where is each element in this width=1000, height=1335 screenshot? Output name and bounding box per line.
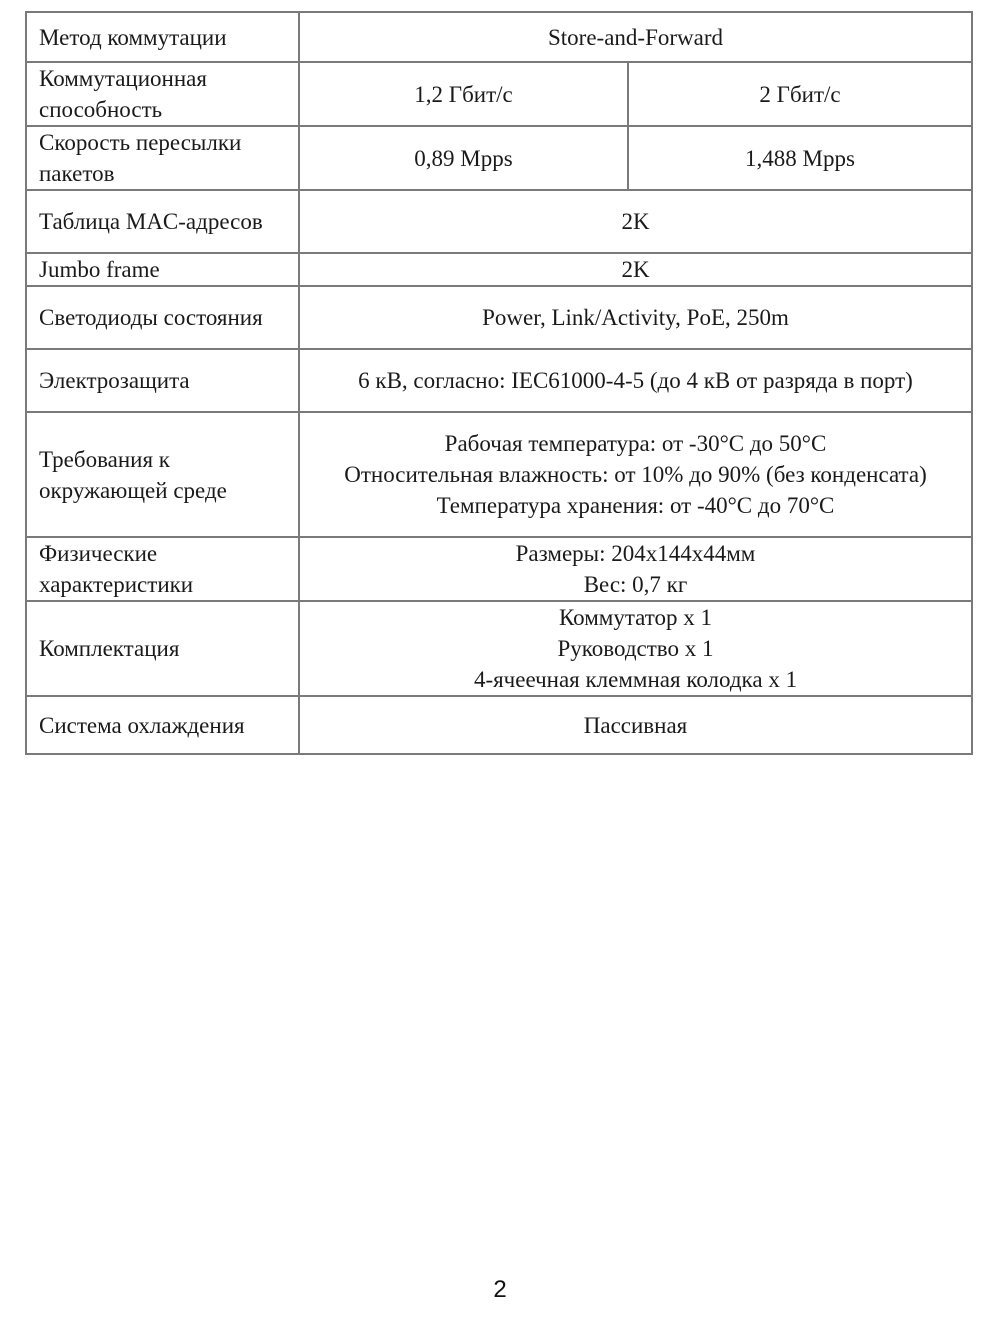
package-item-manual: Руководство х 1 xyxy=(557,636,714,661)
dimensions-text: Размеры: 204х144х44мм xyxy=(515,541,756,566)
table-row xyxy=(26,349,972,412)
row-value-switching-capacity-2: 2 Гбит/с xyxy=(628,62,972,126)
row-value-switching-method: Store-and-Forward xyxy=(299,12,972,62)
table-row xyxy=(26,601,972,696)
row-label-surge-protection: Электрозащита xyxy=(26,349,299,412)
row-label-package-contents: Комплектация xyxy=(26,601,299,696)
table-row xyxy=(26,412,972,537)
row-label-cooling: Система охлаждения xyxy=(26,696,299,754)
table-row xyxy=(26,696,972,754)
row-value-surge-protection: 6 кВ, согласно: IEC61000-4-5 (до 4 кВ от разряда в порт) xyxy=(299,349,972,412)
row-value-mac-table: 2K xyxy=(299,190,972,253)
operating-temperature-text: Рабочая температура: от -30°С до 50°С xyxy=(444,431,827,456)
page-number: 2 xyxy=(493,1276,507,1303)
row-value-forwarding-rate-2: 1,488 Mpps xyxy=(628,126,972,190)
table-row xyxy=(26,537,972,601)
package-item-switch: Коммутатор х 1 xyxy=(558,605,713,630)
table-row xyxy=(26,12,972,62)
table-row xyxy=(26,253,972,286)
row-value-status-leds: Power, Link/Activity, PoE, 250m xyxy=(299,286,972,349)
row-label-mac-table: Таблица MAC-адресов xyxy=(26,190,299,253)
row-value-cooling: Пассивная xyxy=(299,696,972,754)
table-row xyxy=(26,190,972,253)
row-label-switching-method: Метод коммутации xyxy=(26,12,299,62)
row-value-environment xyxy=(299,412,972,537)
storage-temperature-text: Температура хранения: от -40°С до 70°С xyxy=(436,493,835,518)
row-label-jumbo-frame: Jumbo frame xyxy=(26,253,299,286)
weight-text: Вес: 0,7 кг xyxy=(583,572,688,597)
row-label-status-leds: Светодиоды состояния xyxy=(26,286,299,349)
table-row xyxy=(26,286,972,349)
row-value-jumbo-frame: 2K xyxy=(299,253,972,286)
row-value-package-contents xyxy=(299,601,972,696)
table-row xyxy=(26,126,972,190)
relative-humidity-text: Относительная влажность: от 10% до 90% (без конденсата) xyxy=(344,462,927,487)
specifications-table xyxy=(25,11,973,755)
row-value-switching-capacity-1: 1,2 Гбит/с xyxy=(299,62,628,126)
row-value-physical xyxy=(299,537,972,601)
package-item-terminal-block: 4-ячеечная клеммная колодка х 1 xyxy=(473,667,798,692)
row-value-forwarding-rate-1: 0,89 Mpps xyxy=(299,126,628,190)
row-label-forwarding-rate: Скорость пересылки пакетов xyxy=(26,126,299,190)
row-label-switching-capacity: Коммутационная способность xyxy=(26,62,299,126)
row-label-environment: Требования к окружающей среде xyxy=(26,412,299,537)
table-row xyxy=(26,62,972,126)
row-label-physical: Физические характеристики xyxy=(26,537,299,601)
